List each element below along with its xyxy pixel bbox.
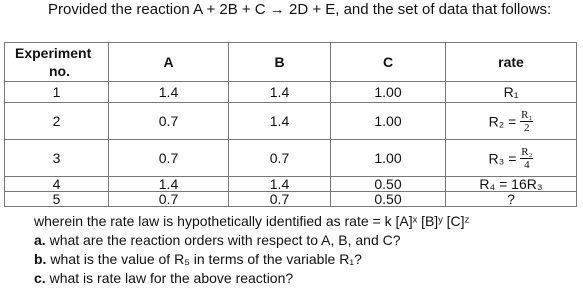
cell-b: 1.4 [229, 177, 331, 192]
header-experiment: Experiment no. [5, 43, 109, 82]
cell-a: 0.7 [109, 192, 229, 207]
table-row [5, 140, 577, 177]
question-c-label: c. [34, 270, 46, 286]
cell-a: 1.4 [109, 82, 229, 103]
rate-fraction [520, 109, 533, 134]
data-table-container [4, 42, 576, 207]
cell-rate: R₁ [446, 82, 577, 103]
question-a-label: a. [34, 232, 46, 248]
data-table [4, 42, 577, 207]
fraction-numerator: R₁ [521, 108, 533, 121]
table-row [5, 192, 577, 207]
question-a-text: what are the reaction orders with respect to A, B, and C? [49, 232, 401, 248]
question-b [34, 250, 469, 269]
fraction-denominator: 2 [524, 121, 530, 134]
question-b-label: b. [34, 251, 47, 267]
cell-a: 0.7 [109, 140, 229, 177]
question-c [34, 269, 469, 288]
fraction-denominator: 4 [524, 158, 530, 171]
intro-text: Provided the reaction A + 2B + C → 2D + E, and the set of data that follows: [48, 1, 552, 18]
table-row [5, 177, 577, 192]
cell-experiment: 1 [5, 82, 109, 103]
cell-experiment: 3 [5, 140, 109, 177]
cell-rate: ? [446, 192, 577, 207]
cell-experiment: 5 [5, 192, 109, 207]
cell-rate: R₄ = 16R₃ [446, 177, 577, 192]
question-b-text: what is the value of R₅ in terms of the variable R₁? [50, 251, 362, 267]
question-block [34, 212, 469, 288]
cell-rate [446, 103, 577, 140]
table-header-row [5, 43, 577, 82]
cell-c: 0.50 [331, 177, 446, 192]
cell-b: 0.7 [229, 140, 331, 177]
cell-rate [446, 140, 577, 177]
header-b: B [229, 43, 331, 82]
cell-b: 1.4 [229, 82, 331, 103]
cell-experiment: 2 [5, 103, 109, 140]
cell-c: 1.00 [331, 82, 446, 103]
cell-c: 0.50 [331, 192, 446, 207]
table-row [5, 103, 577, 140]
cell-experiment: 4 [5, 177, 109, 192]
rate-law-statement: wherein the rate law is hypothetically identified as rate = k [A]ˣ [B]ʸ [C]ᶻ [34, 213, 470, 229]
header-c: C [331, 43, 446, 82]
rate-fraction [520, 146, 533, 171]
cell-a: 0.7 [109, 103, 229, 140]
cell-a: 1.4 [109, 177, 229, 192]
rate-lhs: R₂ = [488, 113, 517, 129]
header-rate: rate [446, 43, 577, 82]
table-row [5, 82, 577, 103]
cell-b: 1.4 [229, 103, 331, 140]
cell-b: 0.7 [229, 192, 331, 207]
question-c-text: what is rate law for the above reaction? [49, 270, 294, 286]
cell-c: 1.00 [331, 103, 446, 140]
header-a: A [109, 43, 229, 82]
rate-lhs: R₃ = [488, 150, 517, 166]
question-a [34, 231, 469, 250]
cell-c: 1.00 [331, 140, 446, 177]
fraction-numerator: R₂ [521, 145, 533, 158]
